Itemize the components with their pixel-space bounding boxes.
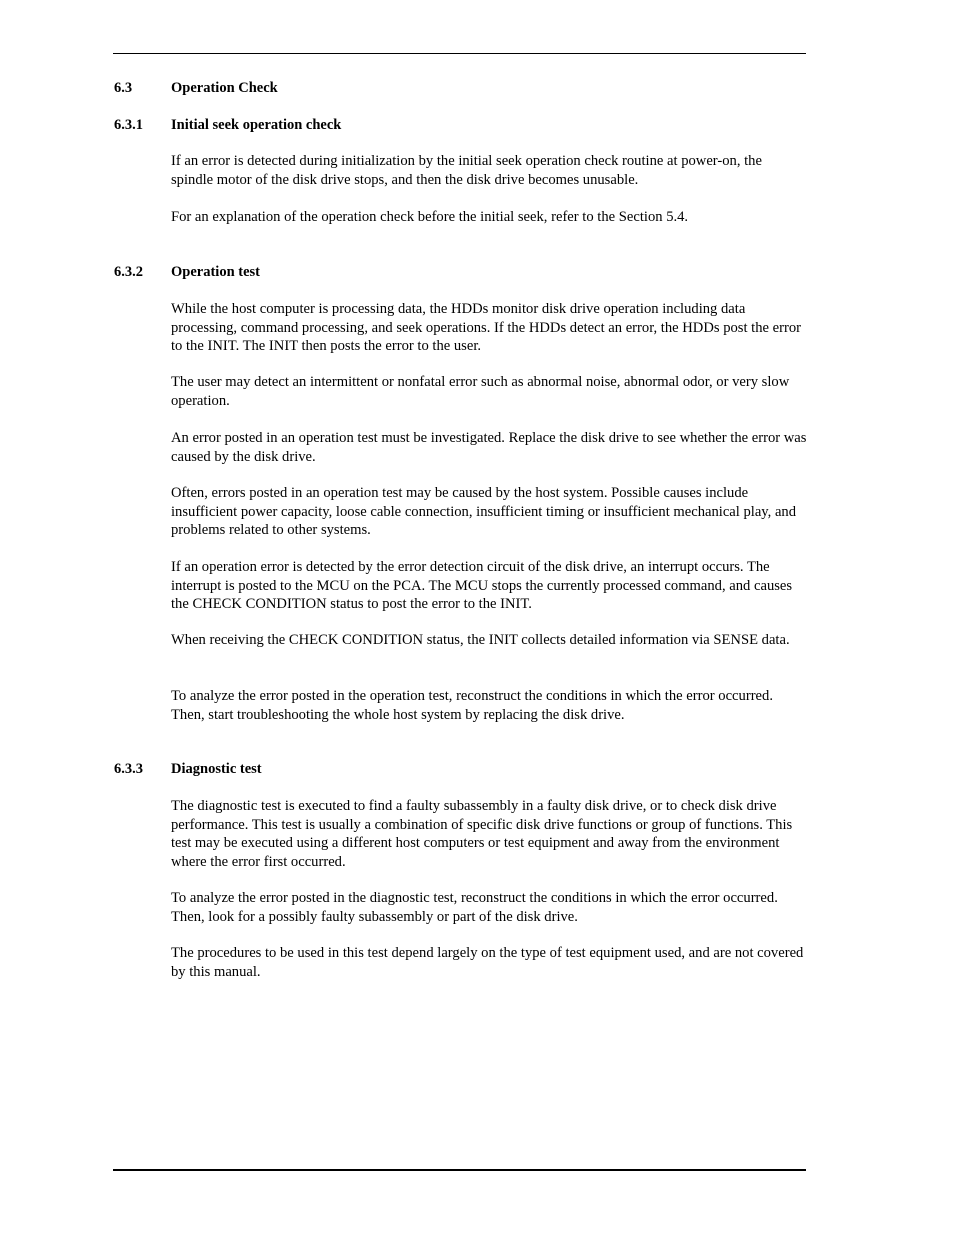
section-number: 6.3.2	[114, 264, 143, 280]
section-number: 6.3.1	[114, 117, 143, 133]
paragraph: To analyze the error posted in the operation test, reconstruct the conditions in which the error occurred. Then, start troubleshooting the whole host system by replacing the disk drive.	[171, 688, 773, 723]
paragraph: An error posted in an operation test must be investigated. Replace the disk drive to see whether the error was caused by the disk drive.	[171, 430, 807, 465]
header-rule	[113, 53, 806, 54]
section-number: 6.3	[114, 80, 133, 96]
section-title: Operation Check	[171, 80, 278, 96]
paragraph: The user may detect an intermittent or nonfatal error such as abnormal noise, abnormal odor, or very slow operation.	[171, 374, 790, 409]
paragraph: The diagnostic test is executed to find a faulty subassembly in a faulty disk drive, or to check disk drive performance. This test is usually a combination of specific disk drive functions or group of functions. This test may be executed using a different host computers or test equipment and away from the environment where the error first occurred.	[171, 798, 793, 870]
paragraph: If an error is detected during initialization by the initial seek operation check routine at power-on, the spindle motor of the disk drive stops, and then the disk drive becomes unusable.	[171, 153, 762, 188]
section-heading-6-3-3	[114, 760, 262, 778]
section-title: Operation test	[171, 264, 260, 280]
section-title: Diagnostic test	[171, 761, 262, 777]
section-heading-6-3	[114, 79, 278, 97]
section-title: Initial seek operation check	[171, 117, 342, 133]
section-heading-6-3-1	[114, 116, 341, 134]
paragraph: When receiving the CHECK CONDITION status, the INIT collects detailed information via SENSE data.	[171, 632, 790, 648]
paragraph: If an operation error is detected by the error detection circuit of the disk drive, an interrupt occurs. The interrupt is posted to the MCU on the PCA. The MCU stops the currently processed command, and causes the CHECK CONDITION status to post the error to the INIT.	[171, 559, 793, 612]
paragraph: Often, errors posted in an operation test may be caused by the host system. Possible causes include insufficient power capacity, loose cable connection, insufficient timing or insufficient mechanical play, and problems related to other systems.	[171, 485, 797, 538]
section-heading-6-3-2	[114, 263, 260, 281]
footer-rule	[113, 1169, 806, 1171]
paragraph: To analyze the error posted in the diagnostic test, reconstruct the conditions in which the error occurred. Then, look for a possibly faulty subassembly or part of the disk drive.	[171, 890, 778, 925]
paragraph: The procedures to be used in this test depend largely on the type of test equipment used, and are not covered by this manual.	[171, 945, 804, 980]
paragraph: While the host computer is processing data, the HDDs monitor disk drive operation including data processing, command processing, and seek operations. If the HDDs detect an error, the HDDs post the error to the INIT. The INIT then posts the error to the user.	[171, 301, 802, 354]
section-number: 6.3.3	[114, 761, 143, 777]
paragraph: For an explanation of the operation check before the initial seek, refer to the Section 5.4.	[171, 209, 689, 225]
